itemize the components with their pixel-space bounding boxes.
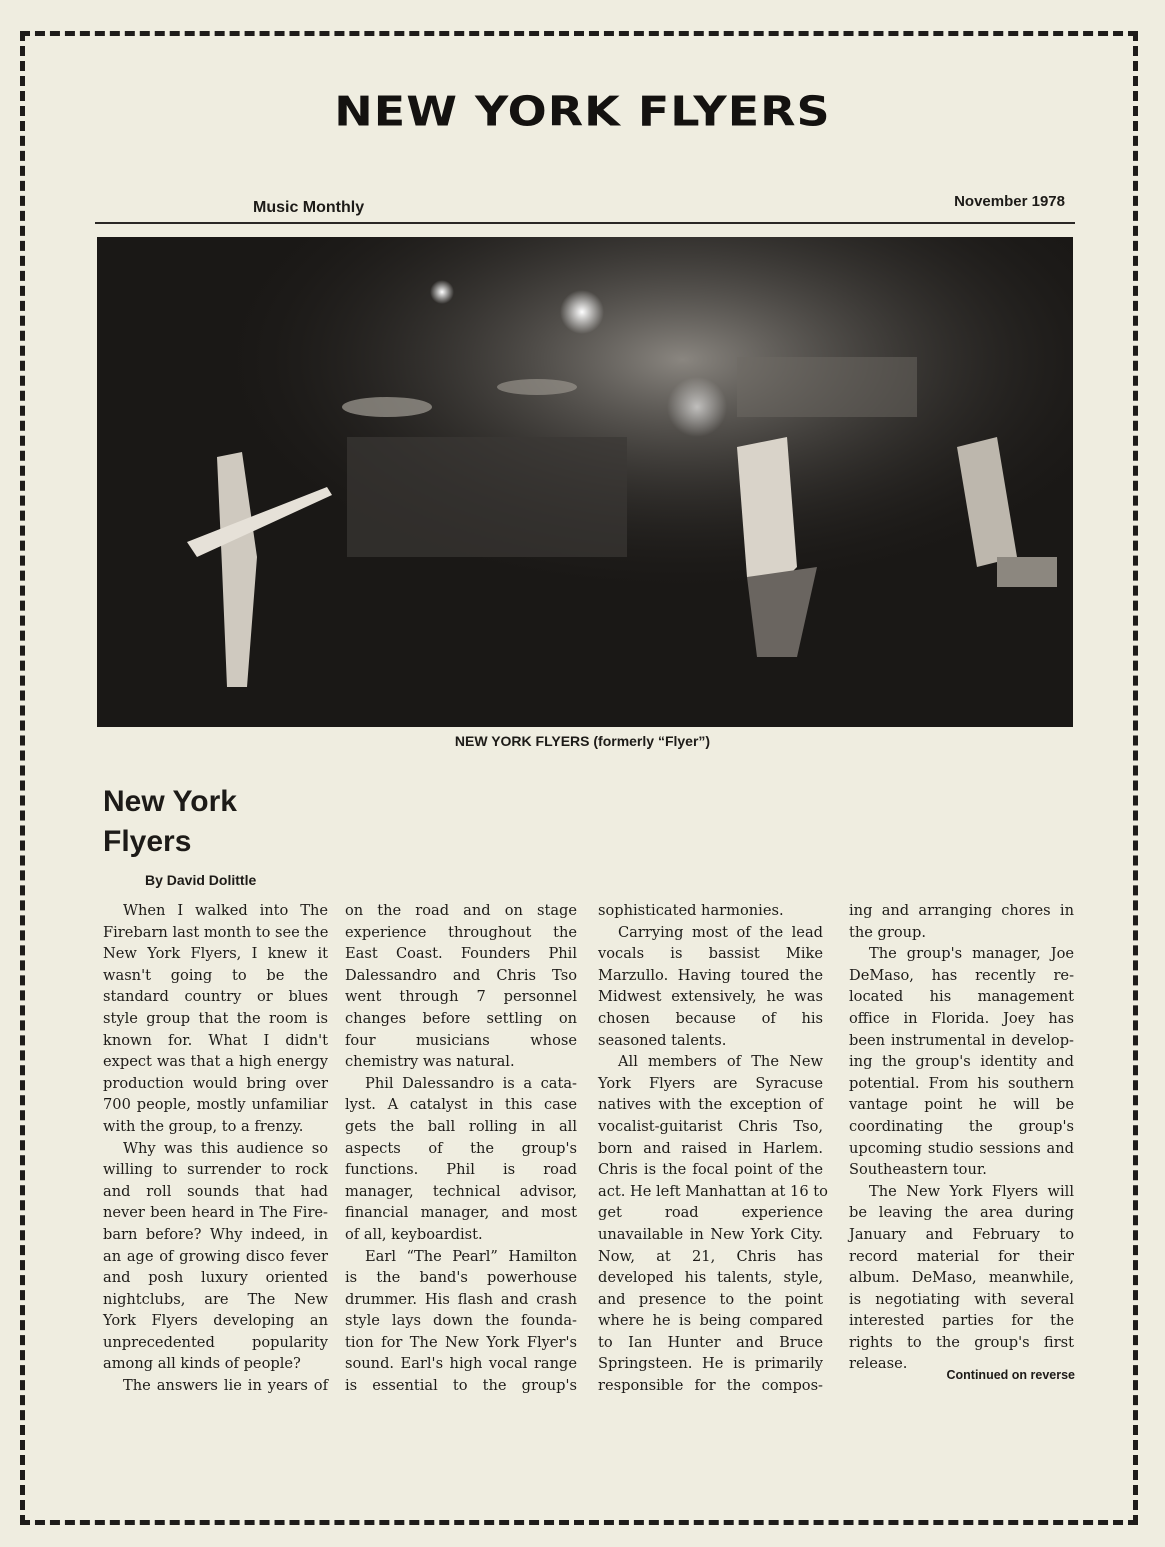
text-line: tion for The New York Flyer's	[345, 1333, 577, 1351]
text-line: unavailable in New York City.	[598, 1225, 823, 1243]
text-line: release.	[849, 1355, 908, 1373]
text-line: vantage point he will be	[849, 1096, 1074, 1114]
text-line: Phil Dalessandro is a cata-	[365, 1074, 577, 1092]
text-line: upcoming studio sessions and	[849, 1139, 1074, 1157]
text-line: All members of The New	[618, 1053, 823, 1071]
header-rule	[95, 222, 1075, 224]
text-line: Now, at 21, Chris has	[598, 1247, 823, 1265]
text-line: coordinating the group's	[849, 1117, 1074, 1135]
text-line: East Coast. Founders Phil	[345, 945, 577, 963]
text-line: barn before? Why indeed, in	[103, 1225, 328, 1243]
text-line: and roll sounds that had	[103, 1182, 328, 1200]
text-line: rights to the group's first	[849, 1333, 1074, 1351]
text-line: album. DeMaso, meanwhile,	[849, 1269, 1074, 1287]
text-line: willing to surrender to rock	[103, 1161, 328, 1179]
text-line: standard country or blues	[103, 988, 328, 1006]
headline-line-1: New York	[103, 785, 237, 818]
text-line: functions. Phil is road	[345, 1161, 577, 1179]
article-column-3	[598, 900, 828, 1397]
text-line: aspects of the group's	[345, 1139, 577, 1157]
article-headline	[103, 782, 237, 862]
text-line: The answers lie in years of	[123, 1377, 328, 1395]
text-line: known for. What I didn't	[103, 1031, 328, 1049]
text-line: 700 people, mostly unfamiliar	[103, 1096, 328, 1114]
text-line: Firebarn last month to see the	[103, 923, 329, 941]
text-line: York Flyers developing an	[103, 1312, 328, 1330]
text-line: Marzullo. Having toured the	[598, 966, 823, 984]
text-line: seasoned talents.	[598, 1031, 727, 1049]
text-line: sophisticated harmonies.	[598, 902, 784, 919]
text-line: ing and arranging chores in	[849, 902, 1074, 919]
text-line: where he is being compared	[598, 1312, 823, 1330]
text-line: changes before settling on	[345, 1009, 577, 1027]
text-line: born and raised in Harlem.	[598, 1139, 823, 1157]
text-line: ing the group's identity and	[849, 1053, 1074, 1071]
text-line: four musicians whose	[345, 1031, 577, 1049]
text-line: style lays down the founda-	[345, 1312, 577, 1330]
text-line: and posh luxury oriented	[103, 1269, 328, 1287]
text-line: experience throughout the	[345, 923, 577, 941]
text-line: is negotiating with several	[849, 1290, 1074, 1308]
issue-date: November 1978	[954, 193, 1065, 210]
text-line: record material for their	[849, 1247, 1074, 1265]
text-line: been instrumental in develop-	[849, 1031, 1074, 1049]
text-line: never been heard in The Fire-	[103, 1204, 328, 1222]
text-line: is the band's powerhouse	[345, 1269, 577, 1287]
text-line: Chris is the focal point of the	[598, 1161, 823, 1179]
article-column-4	[849, 900, 1074, 1375]
text-line: responsible for the compos-	[598, 1377, 823, 1395]
text-line: act. He left Manhattan at 16 to	[598, 1182, 828, 1200]
text-line: The New York Flyers will	[869, 1182, 1074, 1200]
text-line: potential. From his southern	[849, 1074, 1074, 1092]
text-line: located his management	[849, 988, 1074, 1006]
text-line: be leaving the area during	[849, 1204, 1074, 1222]
text-line: unprecedented popularity	[103, 1333, 328, 1351]
text-line: drummer. His flash and crash	[345, 1290, 577, 1308]
article-column-2	[345, 900, 577, 1397]
text-line: developed his talents, style,	[598, 1269, 823, 1287]
text-line: interested parties for the	[849, 1312, 1074, 1330]
text-line: went through 7 personnel	[345, 988, 577, 1006]
text-line: production would bring over	[103, 1074, 328, 1092]
headline-line-2: Flyers	[103, 825, 192, 858]
text-line: of all, keyboardist.	[345, 1225, 483, 1243]
text-line: wasn't going to be the	[103, 966, 328, 984]
text-line: manager, technical advisor,	[345, 1182, 577, 1200]
text-line: an age of growing disco fever	[103, 1247, 328, 1265]
text-line: January and February to	[849, 1225, 1074, 1243]
text-line: expect was that a high energy	[103, 1053, 328, 1071]
text-line: New York Flyers, I knew it	[103, 945, 328, 963]
text-line: Why was this audience so	[123, 1139, 328, 1157]
text-line: gets the ball rolling in all	[345, 1117, 577, 1135]
text-line: Midwest extensively, he was	[598, 988, 823, 1006]
text-line: DeMaso, has recently re-	[849, 966, 1074, 984]
text-line: The group's manager, Joe	[869, 945, 1074, 963]
byline: By David Dolittle	[145, 872, 257, 888]
text-line: the group.	[849, 923, 927, 941]
text-line: nightclubs, are The New	[103, 1290, 328, 1308]
text-line: among all kinds of people?	[103, 1355, 301, 1373]
text-line: with the group, to a frenzy.	[103, 1117, 304, 1135]
text-line: sound. Earl's high vocal range	[345, 1355, 577, 1373]
text-line: Dalessandro and Chris Tso	[345, 966, 577, 984]
text-line: office in Florida. Joey has	[849, 1009, 1074, 1027]
text-line: natives with the exception of	[598, 1096, 823, 1114]
text-line: on the road and on stage	[345, 902, 577, 919]
band-concert-photo	[97, 237, 1073, 727]
text-line: style group that the room is	[103, 1009, 328, 1027]
text-line: is essential to the group's	[345, 1377, 577, 1395]
text-line: Springsteen. He is primarily	[598, 1355, 823, 1373]
article-column-1	[103, 900, 328, 1397]
text-line: Southeastern tour.	[849, 1161, 987, 1179]
text-line: vocalist-guitarist Chris Tso,	[598, 1117, 823, 1135]
text-line: to Ian Hunter and Bruce	[598, 1333, 823, 1351]
photo-caption: NEW YORK FLYERS (formerly “Flyer”)	[454, 733, 711, 749]
publication-name: Music Monthly	[253, 199, 365, 216]
text-line: Earl “The Pearl” Hamilton	[365, 1247, 577, 1265]
text-line: lyst. A catalyst in this case	[345, 1096, 577, 1114]
text-line: financial manager, and most	[345, 1204, 577, 1222]
text-line: York Flyers are Syracuse	[598, 1074, 823, 1092]
text-line: vocals is bassist Mike	[598, 945, 823, 963]
text-line: and presence to the point	[598, 1290, 823, 1308]
text-line: chemistry was natural.	[345, 1053, 515, 1071]
continued-note: Continued on reverse	[946, 1368, 1075, 1382]
text-line: When I walked into The	[123, 902, 328, 919]
text-line: Carrying most of the lead	[618, 923, 823, 941]
text-line: get road experience	[598, 1204, 823, 1222]
masthead-title: NEW YORK FLYERS	[334, 86, 831, 136]
text-line: chosen because of his	[598, 1009, 823, 1027]
